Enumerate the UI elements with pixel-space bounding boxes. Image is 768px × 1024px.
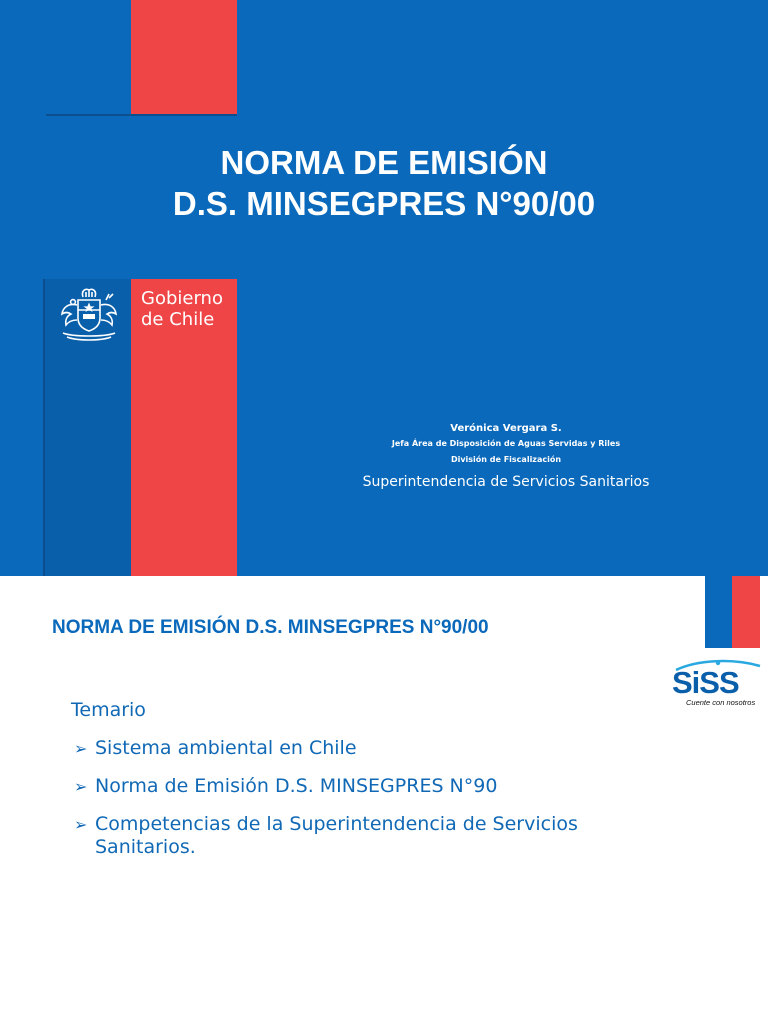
chile-coat-of-arms-icon <box>53 287 125 349</box>
organization-name: Superintendencia de Servicios Sanitarios <box>362 474 650 490</box>
siss-logo <box>670 665 766 708</box>
top-red-bar <box>131 0 237 114</box>
author-role: Jefa Área de Disposición de Aguas Servidas y Riles <box>391 439 621 448</box>
slide-title-line1: NORMA DE EMISIÓN <box>220 144 548 181</box>
logo-text-line2: de Chile <box>141 309 215 330</box>
corner-red-stripe <box>732 576 760 648</box>
author-name: Verónica Vergara S. <box>450 423 562 434</box>
siss-logo-word: SiSS <box>672 665 739 700</box>
corner-blue-stripe <box>705 576 732 648</box>
agenda-item <box>71 813 671 859</box>
agenda-slide-title: NORMA DE EMISIÓN D.S. MINSEGPRES N°90/00 <box>52 617 489 638</box>
agenda-item-text: Competencias de la Superintendencia de Servicios Sanitarios. <box>95 813 578 858</box>
logo-text-line1: Gobierno <box>141 288 223 309</box>
arrowhead-bullet-icon: ➢ <box>74 815 88 834</box>
agenda-slide <box>0 576 768 1024</box>
top-divider-line <box>46 114 237 116</box>
author-division: División de Fiscalización <box>450 455 562 464</box>
agenda-item-text: Sistema ambiental en Chile <box>95 737 357 759</box>
gobierno-de-chile-logo <box>43 279 237 576</box>
agenda-list <box>71 699 671 874</box>
siss-logo-arc-icon <box>672 658 764 672</box>
slide-title-line2: D.S. MINSEGPRES N°90/00 <box>172 185 596 222</box>
author-block <box>250 422 762 492</box>
arrowhead-bullet-icon: ➢ <box>74 777 88 796</box>
agenda-item <box>71 737 671 760</box>
slide-title <box>0 142 768 224</box>
logo-text <box>141 288 223 330</box>
agenda-item-text: Norma de Emisión D.S. MINSEGPRES N°90 <box>95 775 498 797</box>
agenda-heading: Temario <box>71 699 146 721</box>
agenda-item <box>71 775 671 798</box>
siss-logo-tagline: Cuente con nosotros <box>686 698 756 707</box>
arrowhead-bullet-icon: ➢ <box>74 739 88 758</box>
